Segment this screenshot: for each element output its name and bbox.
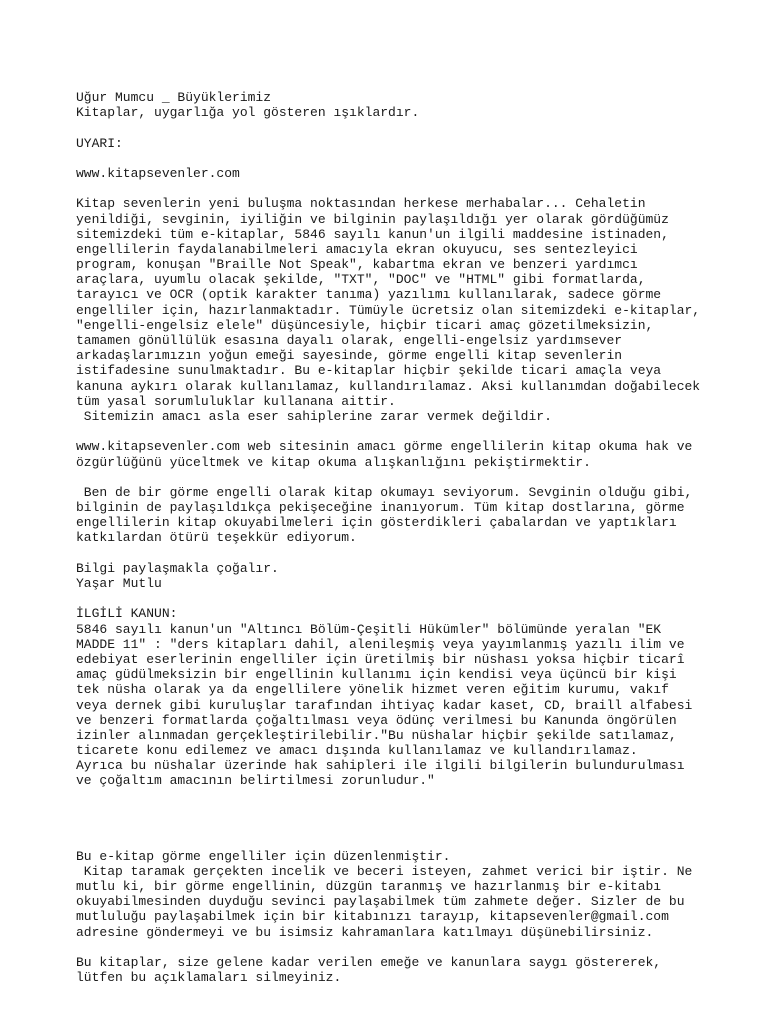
signature-line: Bilgi paylaşmakla çoğalır. [76, 560, 279, 576]
closing-paragraph [76, 955, 756, 985]
intro-paragraph-line: yenildiği, sevginin, iyiliğin ve bilginin paylaşıldığı yer olarak gördüğümüz [76, 211, 669, 227]
personal-paragraph-line: engellilerin kitap okuyabilmeleri için gösterdikleri çabalardan ve yaptıkları [76, 515, 677, 531]
warning-site: www.kitapsevenler.com [76, 165, 240, 181]
ebook-paragraph [76, 849, 756, 940]
law-section-line: ticarete konu edilemez ve amacı dışında kullanılamaz ve kullandırılamaz. [76, 743, 638, 759]
intro-paragraph-line: engelliler için, hazırlanmaktadır. Tümüyle ücretsiz olan sitemizdeki e-kitaplar, [76, 302, 701, 318]
ebook-paragraph-line: mutlu ki, bir görme engellinin, düzgün taranmış ve hazırlanmış bir e-kitabı [76, 879, 662, 894]
site-paragraph [76, 439, 756, 469]
law-section-line: İLGİLİ KANUN: [76, 606, 178, 622]
intro-paragraph-line: "engelli-engelsiz elele" düşüncesiyle, hiçbir ticari amaç gözetilmeksizin, [76, 317, 654, 333]
closing-paragraph-line: Bu kitaplar, size gelene kadar verilen emeğe ve kanunlara saygı göstererek, [76, 954, 662, 970]
personal-paragraph-line: Ben de bir görme engelli olarak kitap okumayı seviyorum. Sevginin olduğu gibi, [76, 484, 693, 500]
signature-block [76, 561, 756, 591]
intro-paragraph-line: Sitemizin amacı asla eser sahiplerine zarar vermek değildir. [76, 408, 552, 424]
intro-paragraph-line: program, konuşan "Braille Not Speak", kabartma ekran ve benzeri yardımcı [76, 257, 638, 273]
intro-paragraph-line: kanuna aykırı olarak kullanılamaz, kullandırılamaz. Aksi kullanımdan doğabilecek [76, 378, 701, 394]
law-section-line: ve benzeri formatlarda çoğaltılması veya ödünç verilmesi bu Kanunda öngörülen [76, 712, 677, 728]
ebook-paragraph-line: Kitap taramak gerçekten incelik ve beceri isteyen, zahmet verici bir iştir. Ne [76, 863, 693, 879]
warning-label: UYARI: [76, 135, 123, 151]
header-subtitle: Kitaplar, uygarlığa yol gösteren ışıklardır. [76, 105, 420, 121]
closing-paragraph-line: lütfen bu açıklamaları silmeyiniz. [76, 970, 342, 986]
law-section-line: izinler alınmadan gerçekleştirilebilir."Bu nüshalar hiçbir şekilde satılamaz, [76, 727, 677, 743]
intro-paragraph [76, 196, 756, 424]
intro-paragraph-line: tarayıcı ve OCR (optik karakter tanıma) yazılımı kullanılarak, sadece görme [76, 287, 662, 303]
personal-paragraph [76, 485, 756, 546]
intro-paragraph-line: istifadesine sunulmaktadır. Bu e-kitaplar hiçbir şekilde ticari amaçla veya [76, 363, 662, 379]
intro-paragraph-line: araçlara, uyumlu olacak şekilde, "TXT", "DOC" ve "HTML" gibi formatlarda, [76, 272, 646, 288]
law-section-line: edebiyat eserlerinin engelliler için üretilmiş bir nüshası yoksa hiçbir ticarî [76, 651, 685, 667]
law-section-line: MADDE 11" : "ders kitapları dahil, alenileşmiş veya yayımlanmış yazılı ilim ve [76, 636, 685, 652]
personal-paragraph-line: katkılardan ötürü teşekkür ediyorum. [76, 530, 357, 546]
intro-paragraph-line: arkadaşlarımızın yoğun emeği sayesinde, görme engelli kitap sevenlerin [76, 348, 623, 364]
ebook-paragraph-line: adresine göndermeyi ve bu isimsiz kahramanlara katılmayı düşünebilirsiniz. [76, 924, 654, 940]
intro-paragraph-line: tamamen gönüllülük esasına dayalı olarak, engelli-engelsiz yardımsever [76, 333, 623, 348]
personal-paragraph-line: bilginin de paylaşıldıkça pekişeceğine inanıyorum. Tüm kitap dostlarına, görme [76, 500, 685, 516]
law-section-line: ve çoğaltım amacının belirtilmesi zorunludur." [76, 773, 435, 789]
law-section-line: Ayrıca bu nüshalar üzerinde hak sahipleri ile ilgili bilgilerin bulundurulması [76, 758, 685, 774]
intro-paragraph-line: sitemizdeki tüm e-kitaplar, 5846 sayılı kanun'un ilgili maddesine istinaden, [76, 226, 669, 242]
signature-line: Yaşar Mutlu [76, 576, 162, 591]
law-section-line: 5846 sayılı kanun'un "Altıncı Bölüm-Çeşitli Hükümler" bölümünde yeralan "EK [76, 621, 662, 637]
ebook-paragraph-line: mutluluğu paylaşabilmek için bir kitabınızı tarayıp, kitapsevenler@gmail.com [76, 909, 669, 925]
law-section-line: amaç güdülmeksizin bir engellinin kullanımı için kendisi veya üçüncü bir kişi [76, 667, 677, 683]
ebook-paragraph-line: okuyabilmesinden duyduğu sevinci paylaşabilmek tüm zahmete değer. Sizler de bu [76, 894, 685, 910]
document-page [76, 90, 756, 985]
intro-paragraph-line: Kitap sevenlerin yeni buluşma noktasından herkese merhabalar... Cehaletin [76, 196, 646, 212]
intro-paragraph-line: engellilerin faydalanabilmeleri amacıyla ekran okuyucu, ses sentezleyici [76, 241, 638, 257]
header-title: Uğur Mumcu _ Büyüklerimiz [76, 90, 272, 105]
intro-paragraph-line: tüm yasal sorumluluklar kullanana aittir. [76, 393, 396, 409]
site-paragraph-line: özgürlüğünü yüceltmek ve kitap okuma alışkanlığını pekiştirmektir. [76, 454, 591, 470]
law-section-line: veya dernek gibi kuruluşlar tarafından ihtiyaç kadar kaset, CD, braill alfabesi [76, 697, 693, 713]
law-section-line: tek nüsha olarak ya da engellilere yönelik hizmet veren eğitim kurumu, vakıf [76, 682, 669, 698]
site-paragraph-line: www.kitapsevenler.com web sitesinin amacı görme engellilerin kitap okuma hak ve [76, 439, 693, 455]
ebook-paragraph-line: Bu e-kitap görme engelliler için düzenlenmiştir. [76, 848, 451, 864]
law-section [76, 606, 756, 788]
